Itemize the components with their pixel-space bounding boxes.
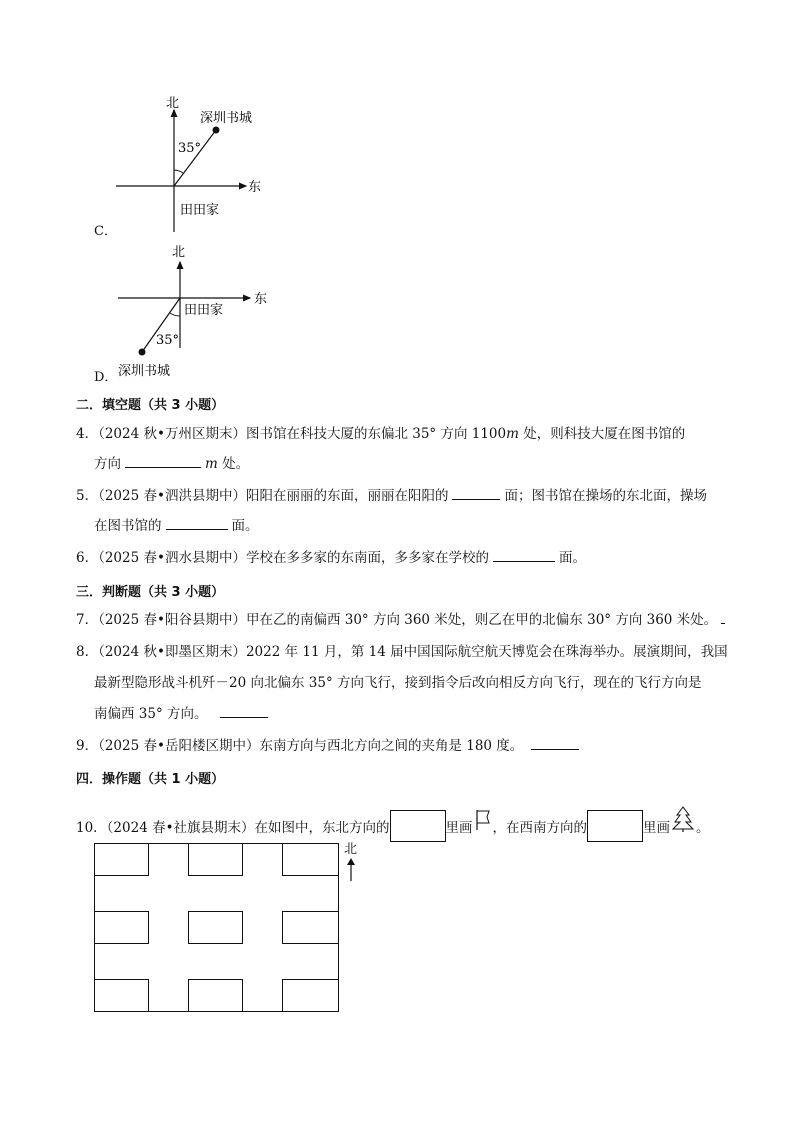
angle-label: 35° xyxy=(178,141,202,156)
north-label: 北 xyxy=(166,96,180,111)
q10-text-c: ，在西南方向的 xyxy=(492,820,588,836)
north-arrow-icon xyxy=(344,857,358,883)
question-8-line2 xyxy=(94,673,701,693)
question-5-line2 xyxy=(94,516,259,536)
question-4-line2 xyxy=(94,454,249,474)
grid-box[interactable] xyxy=(283,912,339,944)
q5-text-b: 面；图书馆在操场的东北面，操场 xyxy=(504,488,707,504)
q8-text-c: 南偏西 35° 方向。 xyxy=(94,706,208,722)
question-4-line1 xyxy=(76,424,685,444)
q4-text-b: 处，则科技大厦在图书馆的 xyxy=(518,426,686,442)
question-7 xyxy=(76,610,729,630)
answer-box[interactable] xyxy=(390,810,446,842)
section-title-judge: 三．判断题（共 3 小题） xyxy=(76,585,225,600)
q5-text-d: 面。 xyxy=(231,518,259,534)
question-5-line1 xyxy=(76,486,707,506)
grid-box[interactable] xyxy=(189,980,243,1012)
north-label: 北 xyxy=(344,842,358,857)
option-d-diagram xyxy=(100,238,280,383)
map-grid xyxy=(94,843,340,1013)
map-grid-svg xyxy=(94,843,340,1013)
flag-icon xyxy=(475,808,491,842)
question-9 xyxy=(76,736,583,756)
answer-blank[interactable] xyxy=(166,517,228,530)
origin-label: 田田家 xyxy=(184,303,224,318)
answer-blank[interactable] xyxy=(721,611,725,624)
q5-text-c: 在图书馆的 xyxy=(94,518,162,534)
grid-box-center[interactable] xyxy=(189,912,243,944)
q8-text-a: 8．（2024 秋•即墨区期末）2022 年 11 月，第 14 届中国国际航空航天博览会在珠海举办。展演期间，我国 xyxy=(76,644,728,660)
east-label: 东 xyxy=(248,180,262,195)
answer-blank[interactable] xyxy=(452,487,500,500)
angle-label: 35° xyxy=(156,333,180,348)
section-title-fill: 二．填空题（共 3 小题） xyxy=(76,398,225,413)
section-title-operate: 四．操作题（共 1 小题） xyxy=(76,772,225,787)
q8-text-b: 最新型隐形战斗机歼－20 向北偏东 35° 方向飞行，接到指令后改向相反方向飞行，现在的飞行方向是 xyxy=(94,675,702,691)
q10-text-e: 。 xyxy=(696,820,710,836)
target-point xyxy=(139,349,146,356)
q6-text-a: 6．（2025 春•泗水县期中）学校在多多家的东南面，多多家在学校的 xyxy=(76,550,489,566)
question-8-line3 xyxy=(94,704,272,724)
target-label: 深圳书城 xyxy=(200,111,253,126)
option-c-label: C． xyxy=(94,224,117,239)
q4-text-d: 处。 xyxy=(217,456,250,472)
answer-blank[interactable] xyxy=(493,549,555,562)
grid-box[interactable] xyxy=(283,980,339,1012)
q4-unit-2: m xyxy=(205,456,218,472)
q7-text: 7．（2025 春•阳谷县期中）甲在乙的南偏西 30° 方向 360 米处，则乙在甲的北偏东 30° 方向 360 米处。 xyxy=(76,612,718,628)
compass-diagram-d xyxy=(100,238,280,383)
question-8-line1 xyxy=(76,642,728,662)
question-10 xyxy=(76,806,710,842)
q4-text-c: 方向 xyxy=(94,456,121,472)
q5-text-a: 5．（2025 春•泗洪县期中）阳阳在丽丽的东面，丽丽在阳阳的 xyxy=(76,488,449,504)
q9-text: 9．（2025 春•岳阳楼区期中）东南方向与西北方向之间的夹角是 180 度。 xyxy=(76,738,524,754)
answer-box[interactable] xyxy=(587,810,643,842)
q10-text-b: 里画 xyxy=(445,820,473,836)
grid-box[interactable] xyxy=(95,980,149,1012)
q6-text-b: 面。 xyxy=(558,550,586,566)
angle-arc xyxy=(170,313,180,316)
east-label: 东 xyxy=(254,292,268,307)
map-north-indicator xyxy=(344,838,358,887)
compass-diagram-c xyxy=(100,90,280,240)
answer-blank[interactable] xyxy=(531,737,579,750)
option-d-label: D． xyxy=(94,370,118,385)
grid-box[interactable] xyxy=(95,912,149,944)
answer-blank[interactable] xyxy=(125,455,201,468)
tree-icon xyxy=(672,806,694,842)
grid-box[interactable] xyxy=(95,844,149,876)
question-6 xyxy=(76,548,586,568)
direction-line xyxy=(174,130,216,186)
grid-box[interactable] xyxy=(283,844,339,876)
q10-text-a: 10．（2024 春•社旗县期末）在如图中，东北方向的 xyxy=(76,820,390,836)
answer-blank[interactable] xyxy=(220,705,268,718)
angle-arc xyxy=(174,170,183,173)
north-label: 北 xyxy=(172,245,186,260)
target-point xyxy=(213,127,220,134)
q4-text-a: 4．（2024 秋•万州区期末）图书馆在科技大厦的东偏北 35° 方向 1100 xyxy=(76,426,507,442)
q10-text-d: 里画 xyxy=(643,820,671,836)
origin-label: 田田家 xyxy=(180,203,220,218)
target-label: 深圳书城 xyxy=(118,364,171,379)
grid-box[interactable] xyxy=(189,844,243,876)
q4-unit: m xyxy=(506,426,519,442)
option-c-diagram xyxy=(100,90,280,240)
